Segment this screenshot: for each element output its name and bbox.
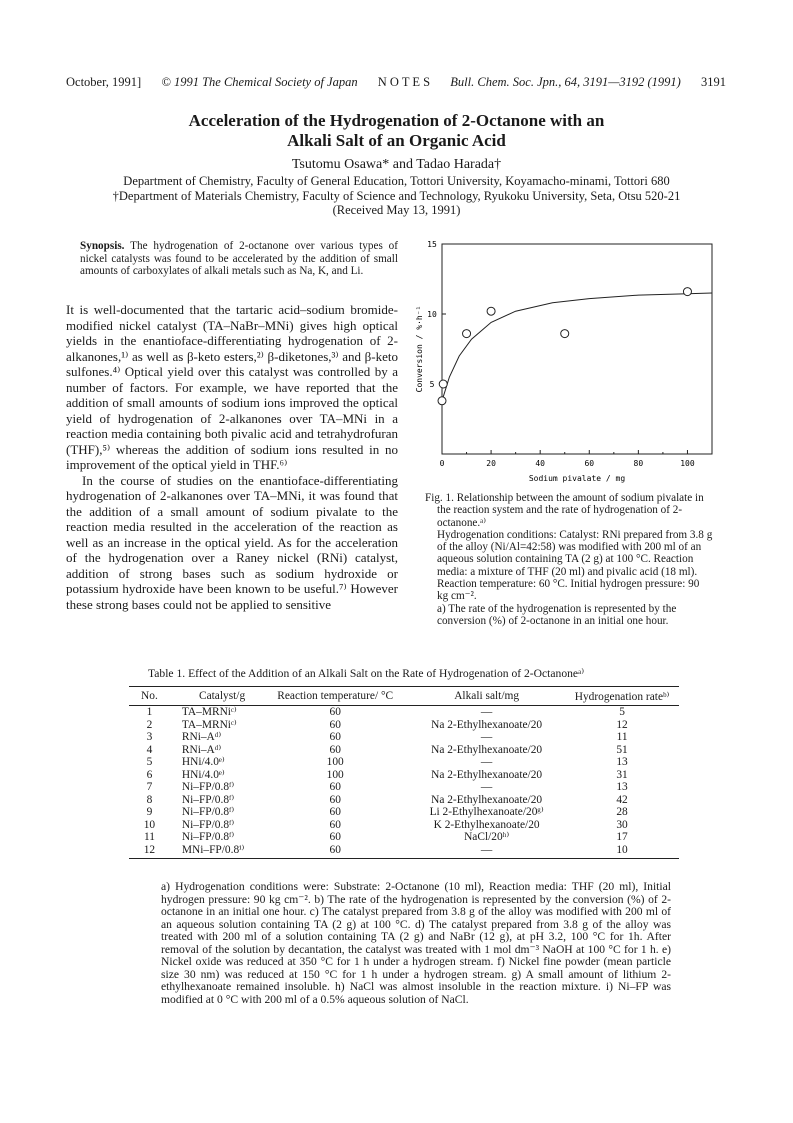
cell-catalyst: Ni–FP/0.8ᶠ⁾: [181, 806, 235, 818]
table-row: [129, 756, 679, 769]
cell-alkali-salt: Na 2-Ethylhexanoate/20: [431, 793, 543, 806]
cell-catalyst: Ni–FP/0.8ᶠ⁾: [181, 781, 235, 793]
cell-alkali-salt: —: [480, 706, 493, 718]
y-tick-label: 10: [427, 310, 437, 319]
header-journal: Bull. Chem. Soc. Jpn., 64, 3191—3192 (1991): [450, 75, 681, 89]
cell-alkali-salt: NaCl/20ʰ⁾: [464, 831, 510, 843]
header-copyright: © 1991 The Chemical Society of Japan: [161, 75, 358, 89]
table-row: [129, 831, 679, 844]
x-tick-label: 100: [680, 459, 695, 468]
figure-caption: [425, 492, 713, 627]
cell-alkali-salt: Na 2-Ethylhexanoate/20: [431, 718, 543, 731]
col-header-no: No.: [129, 687, 170, 706]
header-section: N O T E S: [377, 75, 431, 89]
data-point: [438, 397, 446, 405]
table-1: [129, 686, 679, 859]
paragraph-2: In the course of studies on the enantioface-differentiating hydrogenation of 2-alkanones over TA–MNi, it was found that the addition of a small amount of sodium pivalate to the reaction media resulted in the acceleration of the reaction as well as an increase in the optical yield. As for the acceleration of the hydrogenation over a Raney nickel (RNi) catalyst, addition of strong bases such as sodium hydroxide or potassium hydroxide have been known to be useful.⁷⁾ However these strong bases could not be applied to sensitive: [66, 472, 398, 612]
cell-alkali-salt: —: [480, 731, 493, 743]
cell-no: 3: [146, 731, 153, 743]
cell-rate: 31: [616, 768, 628, 781]
cell-rate: 30: [616, 818, 628, 831]
table-notes: [161, 881, 671, 1006]
cell-rate: 28: [616, 806, 628, 818]
cell-temperature: 60: [329, 731, 341, 743]
table-row: [129, 769, 679, 782]
title-line-1: Acceleration of the Hydrogenation of 2-Octanone with an: [188, 111, 605, 130]
cell-no: 7: [146, 781, 153, 793]
cell-rate: 51: [616, 743, 628, 756]
authors: Tsutomu Osawa* and Tadao Harada†: [291, 157, 502, 172]
table-row: [129, 744, 679, 757]
running-header: [66, 75, 726, 90]
header-page: 3191: [700, 75, 726, 89]
col-header-alkali-salt: Alkali salt/mg: [408, 687, 565, 706]
cell-catalyst: HNi/4.0ᵉ⁾: [181, 768, 225, 781]
cell-rate: 5: [619, 706, 625, 718]
y-axis-label: Conversion / %·h⁻¹: [415, 305, 424, 393]
x-tick-label: 60: [584, 459, 595, 468]
affiliations: [0, 174, 793, 218]
cell-rate: 42: [616, 793, 628, 806]
table-row: [129, 731, 679, 744]
header-date: October, 1991]: [66, 75, 142, 89]
cell-catalyst: MNi–FP/0.8ⁱ⁾: [170, 844, 262, 859]
table-notes-text: a) Hydrogenation conditions were: Substrate: 2-Octanone (10 ml), Reaction media: THF (20 ml), Initial hydrogen pressure: 90 kg cm⁻². b) The rate of the hydrogenation is represented by the conversion (%) of 2-octanone in an initial one hour. c) The catalyst prepared from 3.8 g of the alloy was modified with 200 ml of an aqueous solution containing TA (2 g) at 100 °C. d) The catalyst prepared from 3.8 g of the alloy was treated with 200 ml of a solution containing TA (2 g) and NaBr (12 g), at pH 3.2, 100 °C for 1h. After removal of the solution by decantation, the catalyst was treated with 1 mol dm⁻³ NaOH at 100 °C for 1 h. e) Nickel oxide was reduced at 350 °C for 1 h under a hydrogen stream. f) Nickel fine powder (mean particle size 30 nm) was reduced at 150 °C for 1 h under a hydrogen stream. g) A small amount of lithium 2-ethylhexanoate remained insoluble. h) NaCl was almost insoluble in the reaction mixture. i) Ni–FP was modified at 0 °C with 200 ml of a 0.5% aqueous solution of NaCl.: [161, 880, 671, 1006]
cell-temperature: 60: [262, 844, 408, 859]
cell-alkali-salt: Li 2-Ethylhexanoate/20ᵍ⁾: [429, 806, 544, 818]
x-tick-label: 80: [633, 459, 644, 468]
table-title: Table 1. Effect of the Addition of an Alkali Salt on the Rate of Hydrogenation of 2-Octanoneᵃ⁾: [148, 667, 585, 680]
affiliation-2: †Department of Materials Chemistry, Faculty of Science and Technology, Ryukoku University, Seta, Otsu 520-21: [112, 188, 681, 203]
cell-temperature: 60: [329, 806, 341, 818]
cell-catalyst: HNi/4.0ᵉ⁾: [181, 756, 225, 768]
cell-no: 10: [143, 818, 156, 831]
table-row: [129, 706, 679, 719]
cell-temperature: 60: [329, 831, 341, 843]
cell-alkali-salt: —: [480, 781, 493, 793]
cell-temperature: 60: [329, 793, 341, 806]
data-point: [487, 307, 495, 315]
cell-no: 6: [146, 768, 153, 781]
cell-no: 4: [146, 743, 153, 756]
cell-temperature: 60: [329, 781, 341, 793]
caption-note: a) The rate of the hydrogenation is represented by the conversion (%) of 2-octanone in an initial one hour.: [437, 602, 677, 627]
cell-catalyst: RNi–Aᵈ⁾: [181, 743, 222, 756]
x-tick-label: 40: [535, 459, 546, 468]
cell-catalyst: Ni–FP/0.8ᶠ⁾: [181, 793, 235, 806]
x-tick-label: 0: [439, 459, 445, 468]
cell-no: 8: [146, 793, 153, 806]
data-point: [683, 288, 691, 296]
cell-no: 2: [146, 718, 153, 731]
cell-no: 12: [129, 844, 170, 859]
y-tick-label: 15: [427, 240, 437, 249]
table-row: [129, 819, 679, 832]
x-tick-label: 20: [486, 459, 496, 468]
paragraph-1: It is well-documented that the tartaric acid–sodium bromide-modified nickel catalyst (TA–NaBr–MNi) gives high optical yields in the enantioface-differentiating hydrogenation of 2-alkanones,¹⁾ as well as β-keto esters,²⁾ β-diketones,³⁾ and β-keto sulfones.⁴⁾ Optical yield over this catalyst was controlled by a number of factors. For example, we have reported that the addition of small amounts of sodium ions improved the optical yield of hydrogenation of 2-alkanones over TA–MNi in a reaction media containing both pivalic acid and tetrahydrofuran (THF),⁵⁾ whereas the addition of sodium ions resulted in no improvement of the optical yield in THF.⁶⁾: [66, 302, 398, 472]
cell-catalyst: Ni–FP/0.8ᶠ⁾: [181, 818, 235, 831]
cell-temperature: 60: [329, 706, 341, 718]
cell-temperature: 60: [329, 818, 341, 831]
fit-curve: [442, 293, 712, 401]
synopsis-text: The hydrogenation of 2-octanone over various types of nickel catalysts was found to be accelerated by the addition of small amounts of carboxylates of alkali metals such as Na, K, and Li.: [80, 240, 398, 278]
cell-alkali-salt: Na 2-Ethylhexanoate/20: [431, 743, 543, 756]
table-row: [129, 781, 679, 794]
cell-temperature: 60: [329, 743, 341, 756]
cell-alkali-salt: —: [480, 756, 493, 768]
body-text: [66, 302, 398, 612]
cell-rate: 11: [616, 731, 628, 743]
received-date: (Received May 13, 1991): [332, 203, 461, 217]
figure-1-chart: [410, 240, 725, 486]
cell-rate: 10: [565, 844, 679, 859]
table-row: [129, 794, 679, 807]
cell-catalyst: TA–MRNiᶜ⁾: [181, 706, 237, 718]
cell-rate: 17: [616, 831, 628, 843]
cell-catalyst: TA–MRNiᶜ⁾: [181, 718, 237, 731]
affiliation-1: Department of Chemistry, Faculty of General Education, Tottori University, Koyamacho-minami, Tottori 680: [123, 174, 670, 188]
caption-conditions: Hydrogenation conditions: Catalyst: RNi prepared from 3.8 g of the alloy (Ni/Al=42:58) was modified with 200 ml of an aqueous solution containing TA (2 g) at 100 °C. Reaction media: a mixture of THF (20 ml) and pivalic acid (18 ml). Reaction temperature: 60 °C. Initial hydrogen pressure: 90 kg cm⁻².: [437, 528, 713, 603]
cell-no: 1: [146, 706, 153, 718]
table-row: [129, 806, 679, 819]
cell-catalyst: RNi–Aᵈ⁾: [181, 731, 222, 743]
cell-alkali-salt: Na 2-Ethylhexanoate/20: [431, 768, 543, 781]
caption-title: Fig. 1. Relationship between the amount of sodium pivalate in the reaction system and the rate of hydrogenation of 2-octanone.ᵃ⁾: [425, 492, 704, 529]
table-row: [129, 844, 679, 859]
cell-alkali-salt: —: [408, 844, 565, 859]
cell-alkali-salt: K 2-Ethylhexanoate/20: [433, 818, 540, 831]
data-point: [561, 330, 569, 338]
col-header-rate: Hydrogenation rateᵇ⁾: [565, 687, 679, 706]
synopsis: [80, 240, 398, 278]
data-point: [463, 330, 471, 338]
col-header-catalyst: Catalyst/g: [170, 687, 262, 706]
cell-no: 5: [146, 756, 153, 768]
y-tick-label: 5: [429, 380, 435, 389]
cell-no: 11: [143, 831, 155, 843]
table-row: [129, 719, 679, 732]
cell-rate: 12: [616, 718, 628, 731]
plot-frame: [442, 244, 712, 454]
title-line-2: Alkali Salt of an Organic Acid: [287, 131, 506, 150]
table-header-row: [129, 687, 679, 706]
cell-temperature: 100: [326, 756, 344, 768]
article-title: [0, 111, 793, 151]
cell-temperature: 60: [329, 718, 341, 731]
cell-catalyst: Ni–FP/0.8ᶠ⁾: [181, 831, 235, 843]
synopsis-label: Synopsis.: [80, 240, 125, 252]
cell-temperature: 100: [326, 768, 344, 781]
cell-rate: 13: [616, 756, 628, 768]
data-point: [439, 380, 447, 388]
cell-no: 9: [146, 806, 153, 818]
x-axis-label: Sodium pivalate / mg: [528, 474, 626, 483]
col-header-temperature: Reaction temperature/ °C: [262, 687, 408, 706]
cell-rate: 13: [616, 781, 628, 793]
